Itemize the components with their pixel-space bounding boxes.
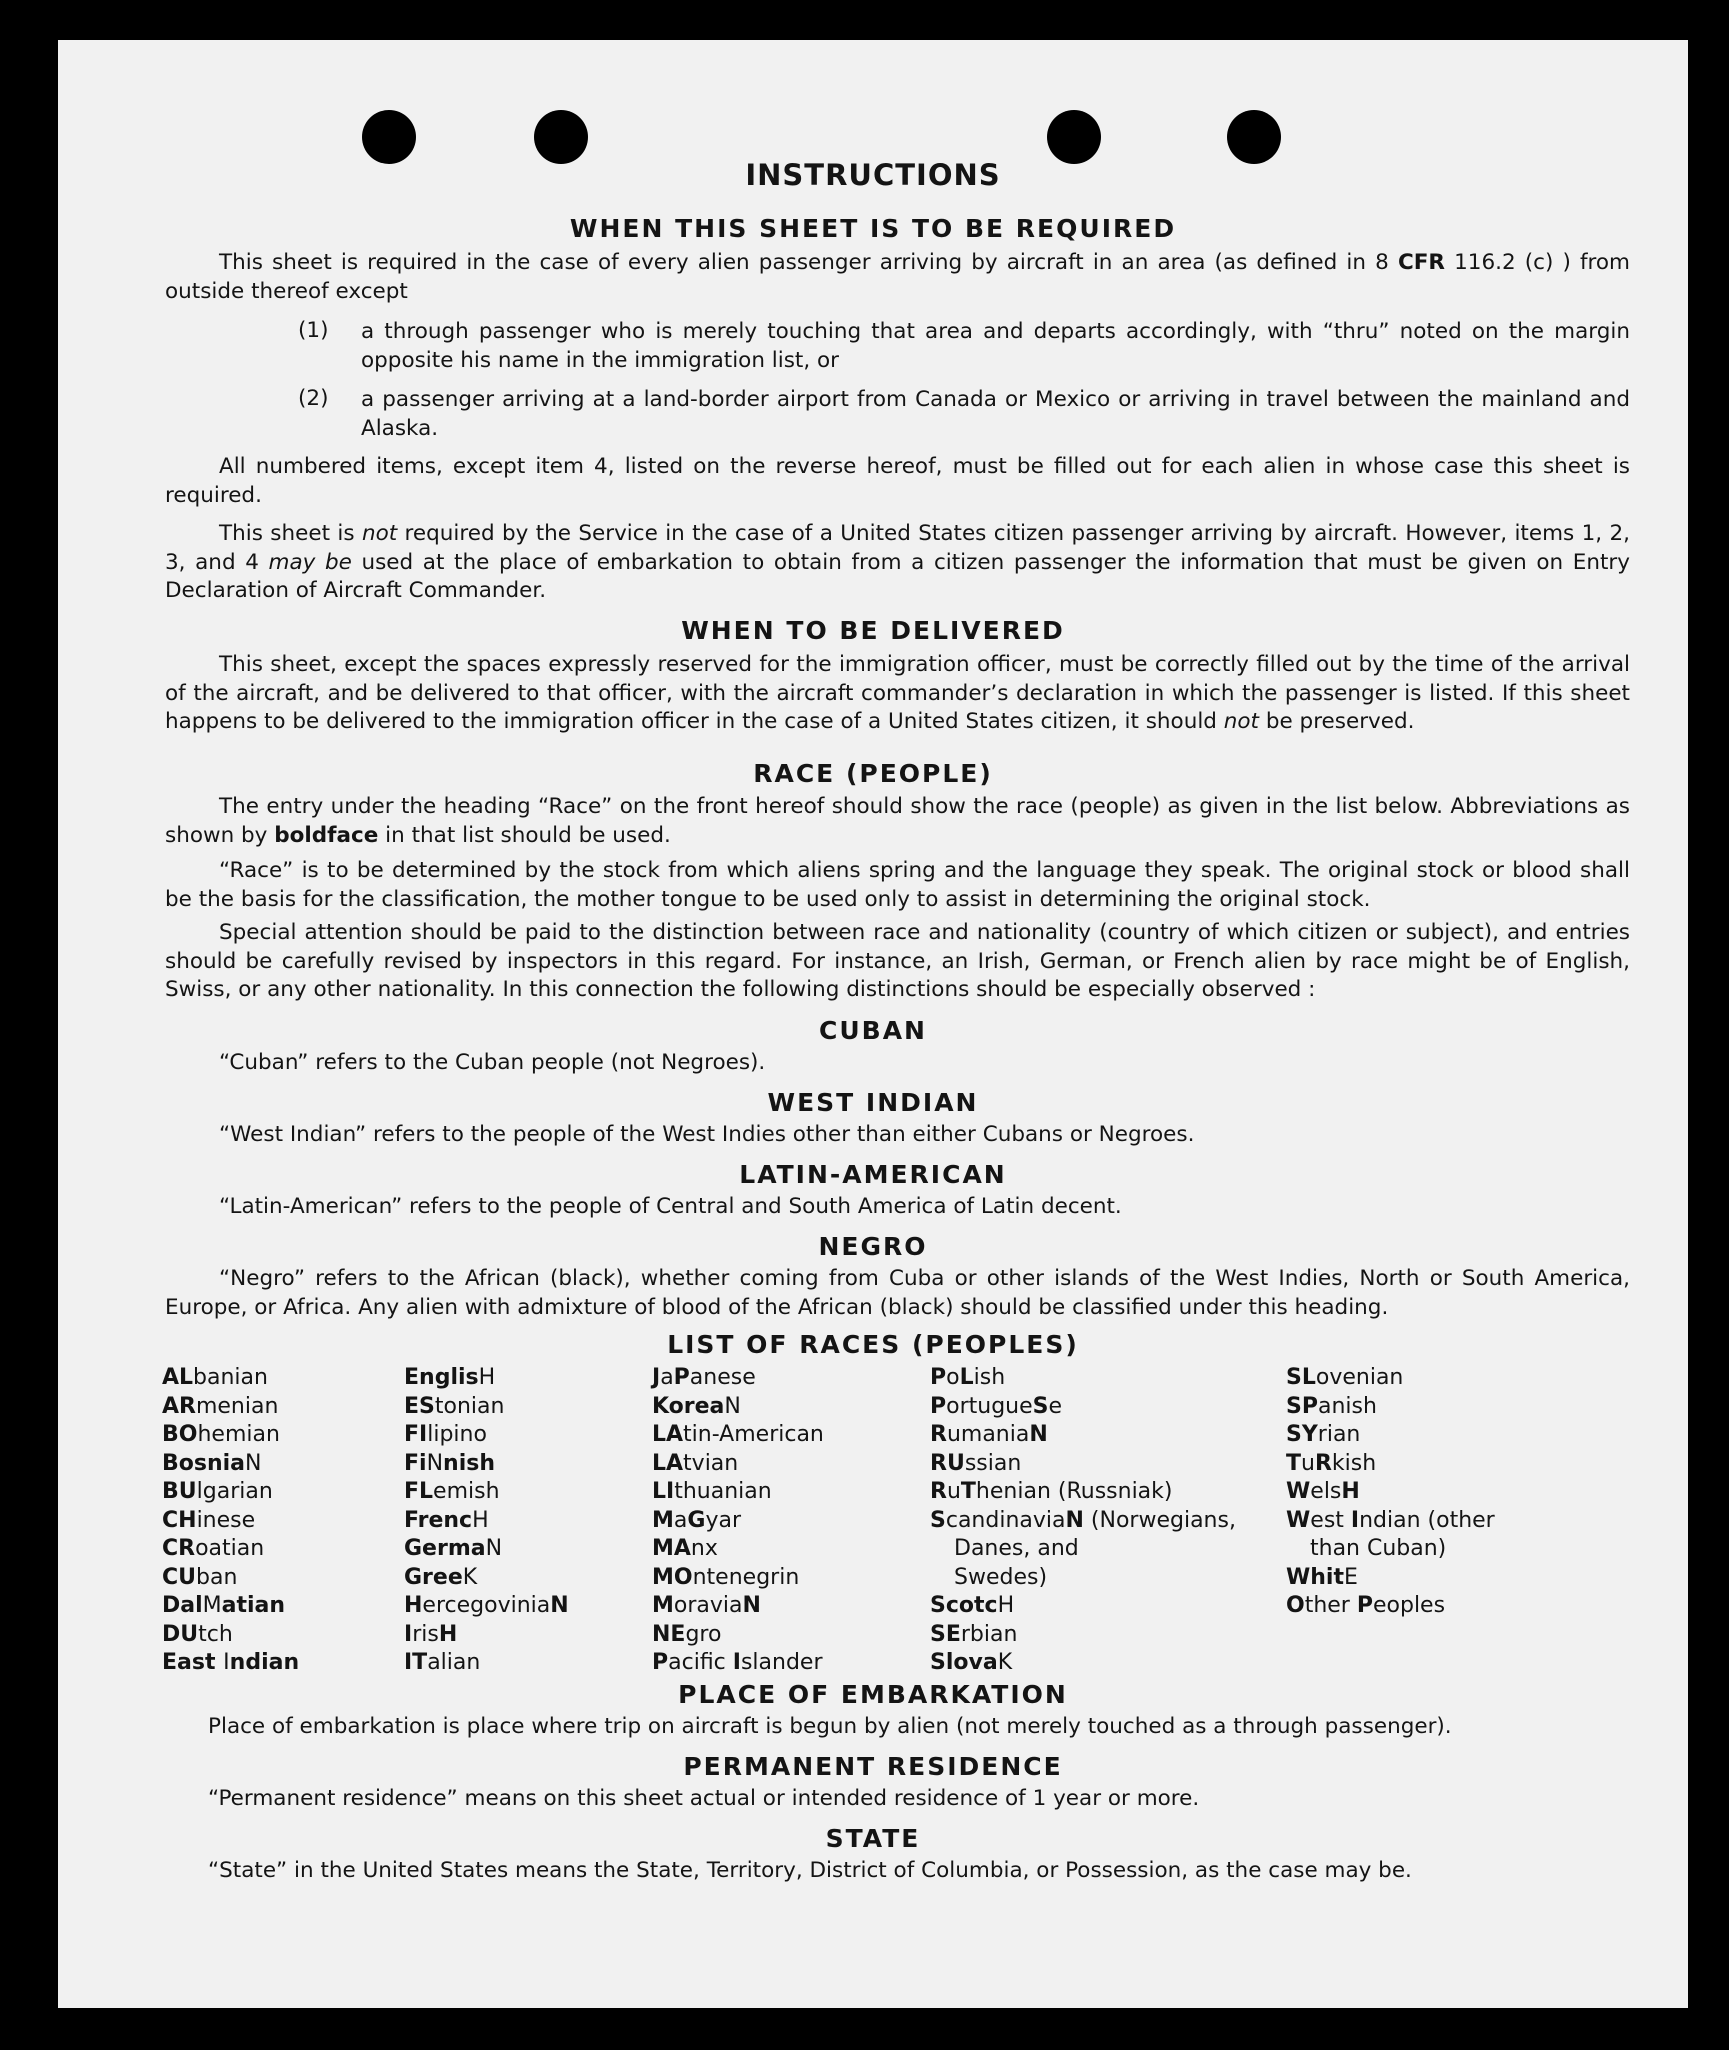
required-intro [165, 249, 1630, 306]
race-text: els [1310, 1479, 1342, 1504]
race-abbrev: NE [652, 1621, 686, 1647]
heading-negro: NEGRO [818, 1232, 928, 1261]
race-text: M [202, 1593, 222, 1618]
race-text: lipino [427, 1422, 487, 1447]
races-column-4 [930, 1364, 1236, 1678]
punch-hole-3 [1047, 110, 1101, 164]
punch-hole-4 [1227, 110, 1281, 164]
races-column-3 [652, 1364, 824, 1678]
required-intro-text: This sheet is required in the case of every alien passenger arriving by aircraft in an area (as defined in 8 [219, 250, 1398, 275]
required-intro-text-2: 116.2 (c) ) from outside thereof except [165, 250, 1630, 304]
race-text: ban [196, 1564, 238, 1590]
heading-list-of-races: LIST OF RACES (PEOPLES) [667, 1330, 1079, 1359]
not-italic-2: not [1223, 709, 1259, 734]
race-abbrev: P [930, 1393, 947, 1419]
race-item [162, 1649, 299, 1678]
race-text: anish [1317, 1393, 1377, 1419]
para-numbered-items: All numbered items, except item 4, listed on the reverse hereof, must be filled out for each alien in whose case this sheet is required. [165, 454, 1630, 508]
race-abbrev: H [438, 1621, 458, 1647]
race-abbrev: S [930, 1507, 946, 1533]
race-text: candinavia [945, 1507, 1066, 1533]
race-item [652, 1478, 824, 1507]
race-abbrev: Slova [930, 1650, 998, 1675]
race-abbrev: LA [652, 1422, 684, 1447]
race-para-2: “Race” is to be determined by the stock from which aliens spring and the language they speak. The original stock or blood shall be the basis for the classification, the mother tongue to be used only to assist in determining the original stock. [165, 858, 1630, 912]
heading-west-indian: WEST INDIAN [767, 1088, 979, 1117]
embarkation-text: Place of embarkation is place where trip on aircraft is begun by alien (not merely touched as a through passenger). [208, 1714, 1452, 1739]
races-column-2 [404, 1364, 569, 1678]
may-be-italic: may be [268, 549, 352, 575]
race-text: yar [705, 1507, 741, 1533]
race-item [652, 1507, 824, 1536]
race-item [162, 1564, 299, 1593]
race-abbrev: G [687, 1507, 706, 1533]
race-abbrev: SE [930, 1621, 961, 1647]
race-abbrev: MO [652, 1564, 693, 1590]
race-abbrev: AR [162, 1393, 196, 1419]
race-abbrev: LA [652, 1450, 684, 1476]
race-item [404, 1364, 569, 1393]
race-abbrev: ndian [229, 1650, 300, 1675]
race-text: H [997, 1593, 1015, 1618]
race-abbrev: N [550, 1593, 569, 1618]
race-text: emish [433, 1479, 500, 1504]
race-text: u [1301, 1450, 1315, 1476]
race-item [162, 1592, 299, 1621]
race-text: ntenegrin [692, 1564, 800, 1590]
race-abbrev: W [1286, 1507, 1311, 1533]
race-item [930, 1592, 1236, 1621]
race-text: oatian [195, 1536, 265, 1561]
race-abbrev: R [930, 1422, 947, 1447]
heading-place-of-embarkation: PLACE OF EMBARKATION [678, 1680, 1068, 1709]
item-2-number: (2) [298, 386, 329, 411]
race-text: ovenian [1315, 1365, 1404, 1390]
race-abbrev: P [652, 1650, 669, 1675]
race-abbrev: SY [1286, 1422, 1318, 1447]
race-text: tvian [683, 1450, 739, 1476]
race-abbrev: T [1286, 1450, 1302, 1476]
race-text: banian [193, 1365, 268, 1390]
race-text: H [472, 1507, 489, 1533]
cfr-bold: CFR [1397, 250, 1445, 275]
race-item [930, 1421, 1236, 1450]
race-text: ndian (other [1359, 1507, 1495, 1533]
race-item [930, 1535, 1236, 1564]
race-abbrev: N [1065, 1507, 1084, 1533]
race-item [652, 1393, 824, 1422]
race-text: tin-American [683, 1422, 824, 1447]
para-citizen [165, 520, 1630, 606]
race-abbrev: M [652, 1593, 674, 1618]
race-item [162, 1393, 299, 1422]
race-item [930, 1478, 1236, 1507]
race-text: menian [195, 1393, 279, 1419]
race-abbrev: BO [162, 1422, 198, 1447]
race-item [1286, 1421, 1495, 1450]
race-text: ish [973, 1365, 1006, 1390]
race-abbrev: Scotc [930, 1593, 998, 1618]
latin-american-text: “Latin-American” refers to the people of Central and South America of Latin decent. [219, 1194, 1122, 1219]
race-abbrev: FL [404, 1479, 434, 1504]
race-text: N [245, 1450, 262, 1476]
race-text: E [1344, 1564, 1358, 1590]
race-abbrev: Gree [404, 1564, 463, 1590]
race-item [652, 1450, 824, 1479]
heading-when-delivered: WHEN TO BE DELIVERED [681, 616, 1065, 645]
race-abbrev: P [673, 1365, 690, 1390]
race-text: Danes, and [954, 1536, 1079, 1561]
race-abbrev: IT [404, 1650, 428, 1675]
delivered-text-1: This sheet, except the spaces expressly reserved for the immigration officer, must be correctly filled out by the time of the arrival of the aircraft, and be delivered to that officer, with the aircraft commander’s declaration in which the passenger is listed. If this sheet happens to be delivered to the immigration officer in the case of a United States citizen, it should [165, 652, 1630, 734]
race-text: rbian [960, 1621, 1018, 1647]
race-item [1286, 1364, 1495, 1393]
race-abbrev: DU [162, 1621, 199, 1647]
race-abbrev: CR [162, 1536, 196, 1561]
item-2-text: a passenger arriving at a land-border airport from Canada or Mexico or arriving in travel between the mainland and Alaska. [361, 387, 1630, 441]
race-abbrev: CU [162, 1564, 197, 1590]
punch-hole-2 [534, 110, 588, 164]
races-column-1 [162, 1364, 299, 1678]
race-text: e [1048, 1393, 1063, 1419]
race-abbrev: Frenc [404, 1507, 473, 1533]
race-abbrev: Englis [404, 1365, 479, 1390]
race-item [930, 1364, 1236, 1393]
race-abbrev: atian [221, 1593, 286, 1618]
race-item [930, 1649, 1236, 1678]
race-text: nx [690, 1536, 718, 1561]
item-1-number: (1) [298, 318, 329, 343]
race-abbrev: S [1032, 1393, 1049, 1419]
heading-latin-american: LATIN-AMERICAN [739, 1160, 1007, 1189]
race-item [404, 1450, 569, 1479]
race-abbrev: N [1029, 1422, 1048, 1447]
race-abbrev: RU [930, 1450, 965, 1476]
race-item [652, 1592, 824, 1621]
race-abbrev: FI [404, 1422, 428, 1447]
race-abbrev: Dal [162, 1593, 203, 1618]
race-text: (Norwegians, [1083, 1507, 1236, 1533]
heading-state: STATE [825, 1824, 921, 1853]
race-text: slander [740, 1650, 823, 1675]
race-text: inese [196, 1507, 256, 1533]
race-item [162, 1621, 299, 1650]
race-abbrev: Germa [404, 1536, 486, 1561]
negro-text: “Negro” refers to the African (black), whether coming from Cuba or other islands of the West Indies, North or South America, Europe, or Africa. Any alien with admixture of blood of the African (black) should be classified under this heading. [165, 1266, 1630, 1320]
heading-cuban: CUBAN [819, 1016, 927, 1045]
race-para-1 [165, 793, 1630, 850]
race-text: umania [946, 1422, 1030, 1447]
race-para-1-text: The entry under the heading “Race” on the front hereof should show the race (people) as given in the list below. Abbreviations as shown by [165, 794, 1630, 848]
not-italic: not [361, 521, 398, 546]
race-text: o [946, 1365, 960, 1390]
race-para-1-text-2: in that list should be used. [378, 822, 671, 848]
race-abbrev: T [960, 1479, 976, 1504]
race-abbrev: LI [652, 1479, 675, 1504]
race-item [404, 1478, 569, 1507]
cuban-text: “Cuban” refers to the Cuban people (not Negroes). [219, 1050, 766, 1075]
race-item [404, 1393, 569, 1422]
race-text: est [1310, 1507, 1351, 1533]
race-item [930, 1507, 1236, 1536]
race-abbrev: H [404, 1593, 423, 1618]
race-abbrev: M [652, 1507, 674, 1533]
race-abbrev: Fi [404, 1450, 427, 1476]
race-item [1286, 1507, 1495, 1536]
race-abbrev: N [742, 1593, 761, 1618]
race-item [1286, 1478, 1495, 1507]
races-column-5 [1286, 1364, 1495, 1621]
race-abbrev: I [1350, 1507, 1360, 1533]
boldface-word: boldface [274, 822, 379, 848]
race-text: N [724, 1393, 741, 1419]
race-item [652, 1564, 824, 1593]
heading-race: RACE (PEOPLE) [753, 759, 993, 788]
race-text: ercegovinia [422, 1593, 551, 1618]
race-item [162, 1421, 299, 1450]
west-indian-text: “West Indian” refers to the people of the West Indies other than either Cubans or Negroes. [219, 1122, 1195, 1147]
race-text: ris [412, 1621, 439, 1647]
race-text: lgarian [196, 1479, 273, 1504]
race-item [162, 1450, 299, 1479]
race-item [1286, 1592, 1495, 1621]
race-abbrev: R [1314, 1450, 1332, 1476]
para-citizen-text-3: used at the place of embarkation to obtain from a citizen passenger the information that must be given on Entry Declaration of Aircraft Commander. [165, 549, 1630, 603]
race-abbrev: Bosnia [162, 1450, 246, 1476]
race-item [652, 1535, 824, 1564]
race-text: u [946, 1479, 961, 1504]
race-text: a [660, 1365, 674, 1390]
race-text: a [673, 1507, 688, 1533]
race-item [1286, 1564, 1495, 1593]
race-text: eoples [1372, 1593, 1446, 1618]
punch-hole-1 [362, 110, 416, 164]
race-text: N [485, 1536, 503, 1561]
state-text: “State” in the United States means the State, Territory, District of Columbia, or Possession, as the case may be. [208, 1858, 1412, 1883]
race-abbrev: H [1341, 1479, 1360, 1504]
race-text: Swedes) [954, 1564, 1048, 1590]
race-abbrev: SL [1286, 1365, 1316, 1390]
race-item [404, 1621, 569, 1650]
race-text: N [426, 1450, 444, 1476]
race-item [162, 1478, 299, 1507]
race-text: tonian [434, 1393, 505, 1419]
race-item [652, 1364, 824, 1393]
race-abbrev: P [930, 1365, 947, 1390]
race-abbrev: ES [404, 1393, 435, 1419]
race-para-3: Special attention should be paid to the distinction between race and nationality (country of which citizen or subject), and entries should be carefully revised by inspectors in this regard. For instance, an Irish, German, or French alien by race might be of English, Swiss, or any other nationality. In this connection the following distinctions should be especially observed : [165, 920, 1630, 1002]
delivered-text-2: be preserved. [1259, 709, 1415, 734]
race-item [162, 1535, 299, 1564]
race-item [404, 1507, 569, 1536]
race-text: oravia [673, 1593, 743, 1618]
race-abbrev: R [930, 1479, 947, 1504]
race-text: kish [1331, 1450, 1377, 1476]
race-text: ther [1304, 1593, 1357, 1618]
race-abbrev: AL [162, 1365, 194, 1390]
race-abbrev: P [1356, 1593, 1373, 1618]
race-abbrev: East [162, 1650, 224, 1675]
race-item [930, 1621, 1236, 1650]
race-abbrev: CH [162, 1507, 197, 1533]
race-item [930, 1393, 1236, 1422]
page-title: INSTRUCTIONS [745, 158, 1001, 192]
race-text: tch [198, 1621, 233, 1647]
race-text: H [478, 1365, 496, 1390]
race-item [404, 1421, 569, 1450]
race-abbrev: I [404, 1621, 413, 1647]
race-item [404, 1535, 569, 1564]
race-abbrev: nish [443, 1450, 496, 1476]
race-text: rian [1317, 1422, 1361, 1447]
race-text: hemian [197, 1422, 280, 1447]
race-abbrev: SP [1286, 1393, 1318, 1419]
race-text: thuanian [674, 1479, 772, 1504]
race-item [1286, 1450, 1495, 1479]
race-item [930, 1450, 1236, 1479]
race-text: I [223, 1650, 230, 1675]
race-abbrev: L [959, 1365, 974, 1390]
race-text: alian [427, 1650, 481, 1675]
race-text: ortugue [946, 1393, 1033, 1419]
race-text: henian (Russniak) [975, 1479, 1173, 1504]
residence-text: “Permanent residence” means on this sheet actual or intended residence of 1 year or more. [208, 1786, 1200, 1811]
race-text: K [462, 1564, 478, 1590]
race-item [162, 1364, 299, 1393]
race-abbrev: I [732, 1650, 741, 1675]
race-text: acific [668, 1650, 733, 1675]
race-item [162, 1507, 299, 1536]
race-item [652, 1649, 824, 1678]
para-citizen-text-2: required by the Service in the case of a United States citizen passenger arriving by aircraft. However, items 1, 2, 3, and 4 [165, 521, 1630, 575]
race-text: ssian [964, 1450, 1022, 1476]
race-item [652, 1421, 824, 1450]
race-abbrev: Whit [1286, 1564, 1344, 1590]
race-abbrev: BU [162, 1479, 197, 1504]
heading-permanent-residence: PERMANENT RESIDENCE [683, 1752, 1063, 1781]
race-item [404, 1649, 569, 1678]
heading-when-required: WHEN THIS SHEET IS TO BE REQUIRED [569, 214, 1177, 243]
race-abbrev: MA [652, 1536, 691, 1561]
race-item [404, 1564, 569, 1593]
delivered-text [165, 651, 1630, 737]
race-text: K [997, 1650, 1013, 1675]
race-item [930, 1564, 1236, 1593]
race-text: anese [689, 1365, 756, 1390]
race-abbrev: Korea [652, 1393, 725, 1419]
race-abbrev: O [1286, 1593, 1305, 1618]
para-citizen-text-1: This sheet is [219, 521, 362, 546]
race-text: than Cuban) [1310, 1536, 1447, 1561]
item-1-text: a through passenger who is merely touching that area and departs accordingly, with “thru” noted on the margin opposite his name in the immigration list, or [361, 319, 1630, 373]
race-item [404, 1592, 569, 1621]
race-item [1286, 1535, 1495, 1564]
race-item [652, 1621, 824, 1650]
race-abbrev: J [652, 1365, 661, 1390]
race-text: gro [685, 1621, 722, 1647]
instruction-sheet [58, 40, 1688, 2008]
race-abbrev: W [1286, 1479, 1311, 1504]
race-item [1286, 1393, 1495, 1422]
